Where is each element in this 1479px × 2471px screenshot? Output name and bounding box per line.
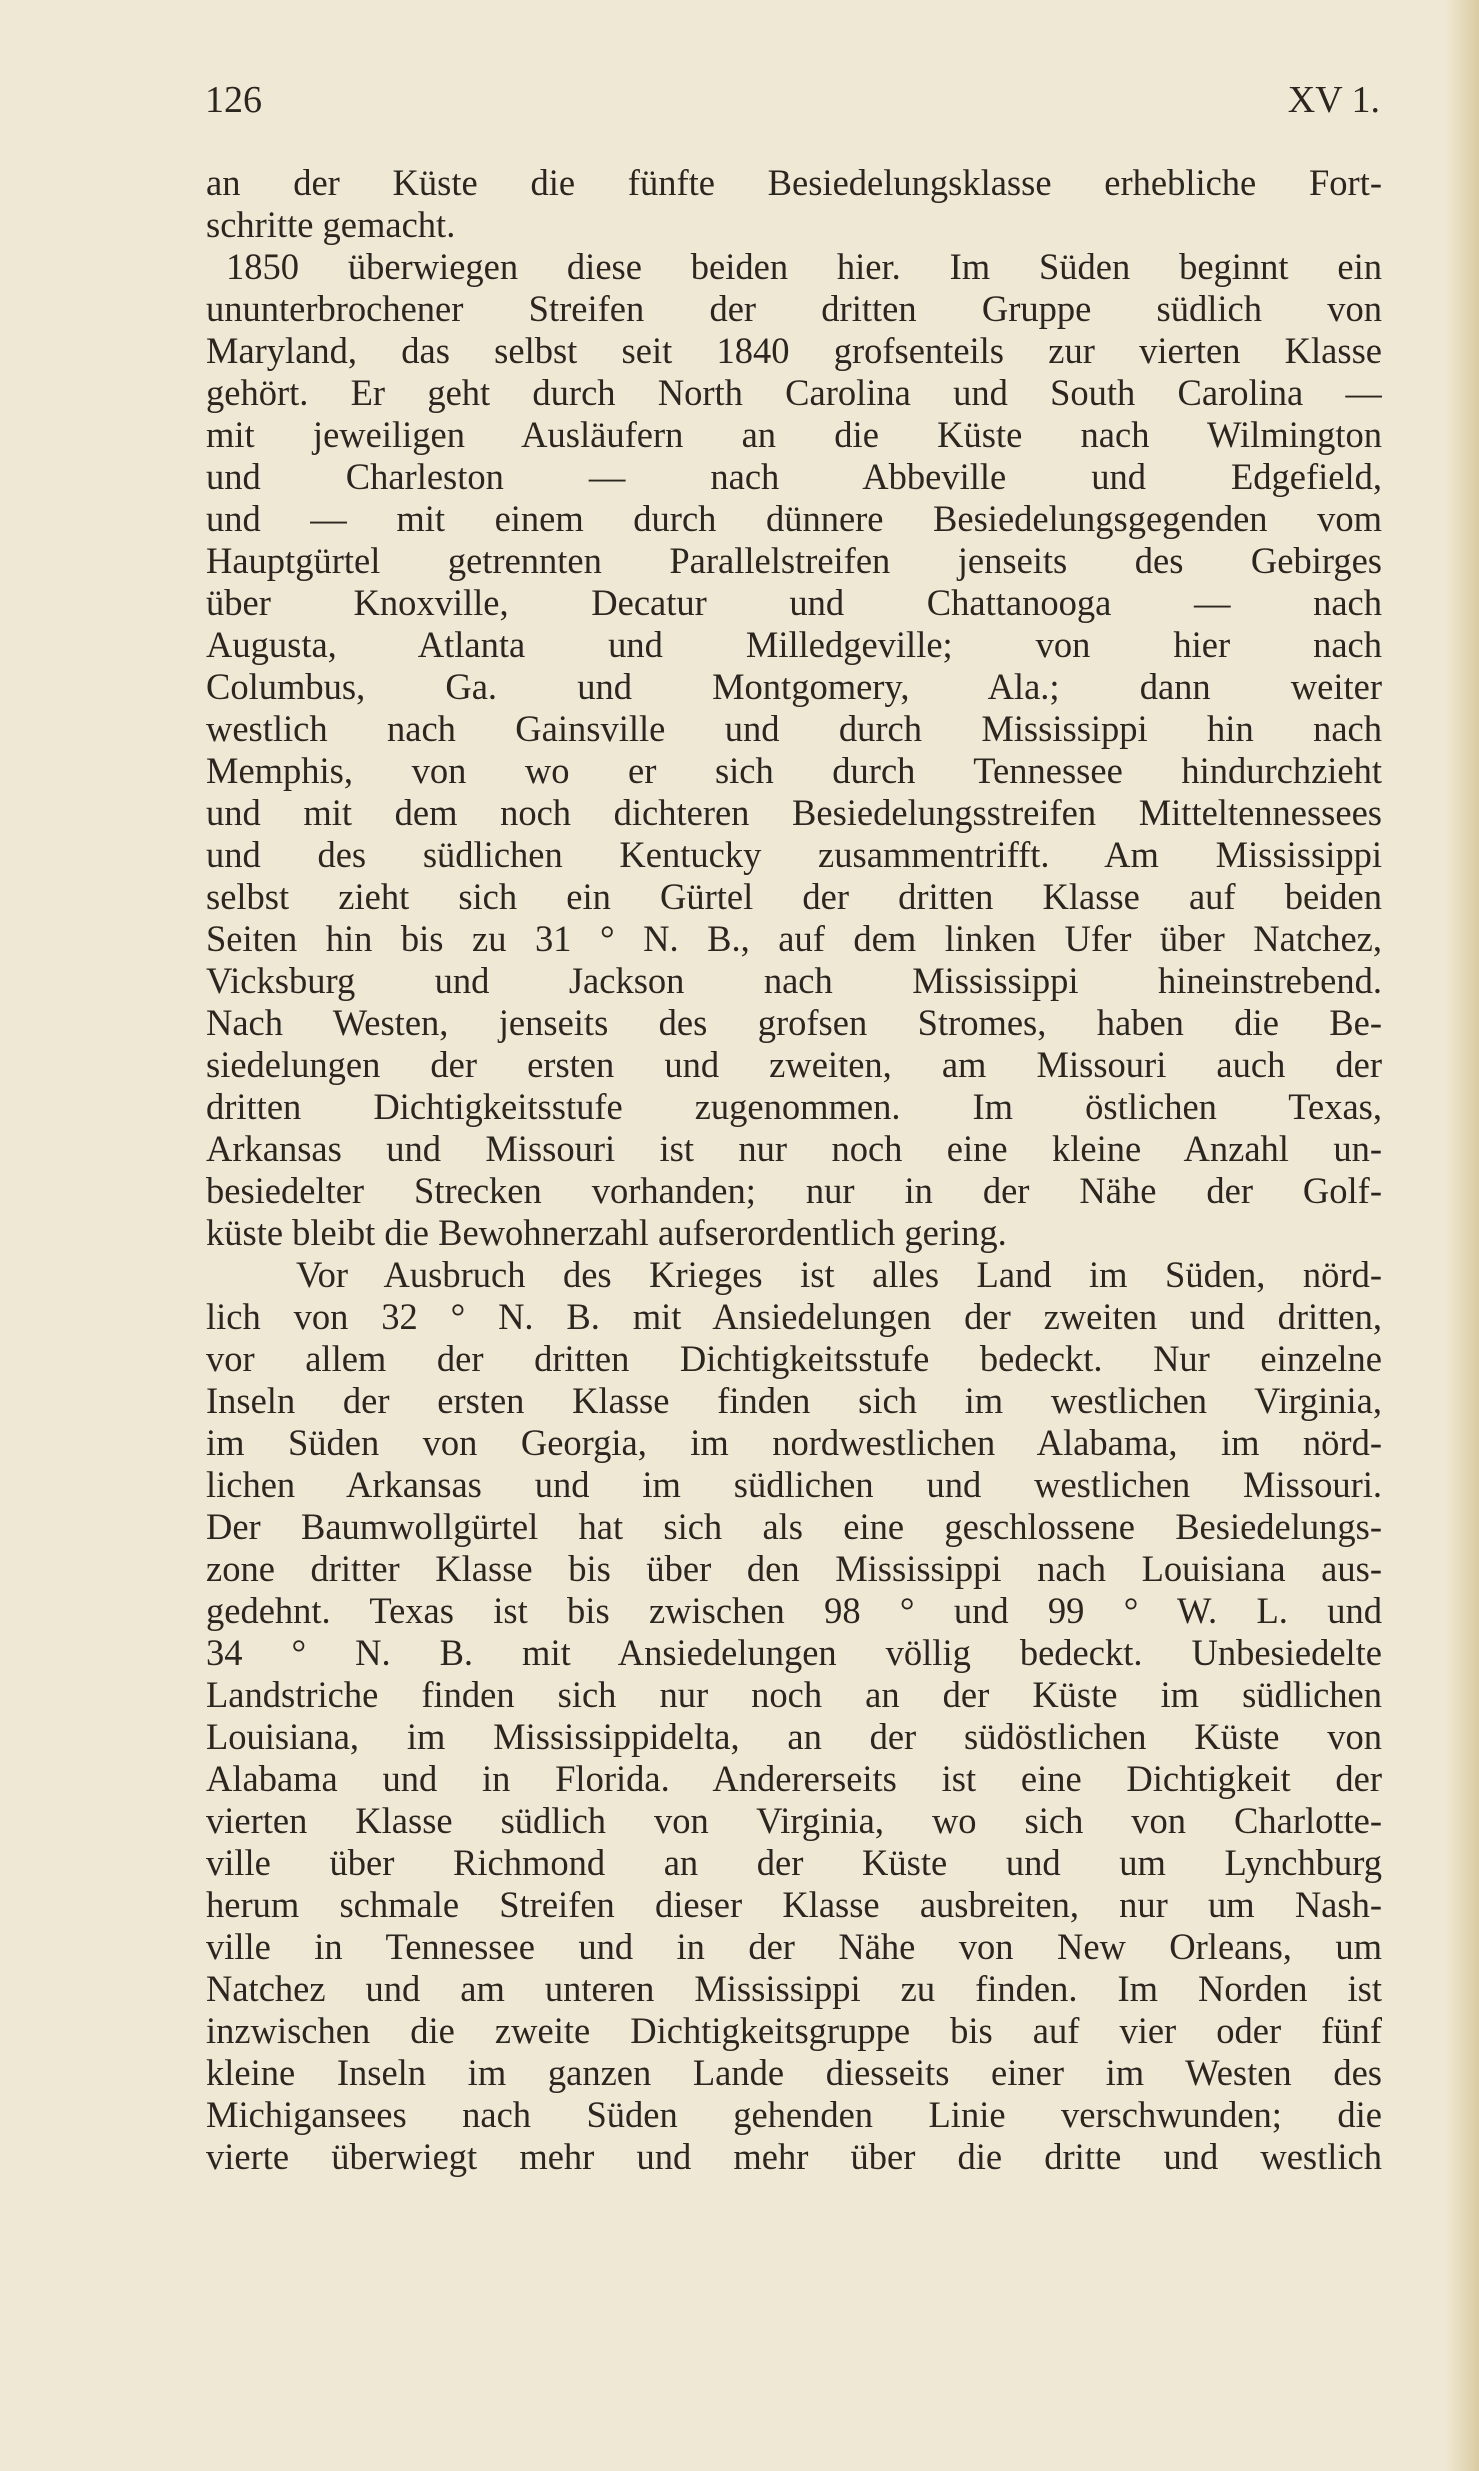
text-line: selbst zieht sich ein Gürtel der dritten Klasse auf beiden [206, 876, 1382, 917]
text-line: Memphis, von wo er sich durch Tennessee hindurchzieht [206, 750, 1382, 791]
text-line: küste bleibt die Bewohnerzahl aufserordentlich gering. [206, 1212, 1007, 1253]
text-line: kleine Inseln im ganzen Lande diesseits einer im Westen des [206, 2052, 1382, 2093]
text-line: und des südlichen Kentucky zusammentrifft. Am Mississippi [206, 834, 1382, 875]
text-line: und — mit einem durch dünnere Besiedelungsgegenden vom [206, 498, 1382, 539]
text-line: lichen Arkansas und im südlichen und westlichen Missouri. [206, 1464, 1382, 1505]
text-line: und Charleston — nach Abbeville und Edgefield, [206, 456, 1382, 497]
text-line: gedehnt. Texas ist bis zwischen 98 ° und 99 ° W. L. und [206, 1590, 1382, 1631]
text-line: ununterbrochener Streifen der dritten Gruppe südlich von [206, 288, 1382, 329]
text-line: vor allem der dritten Dichtigkeitsstufe bedeckt. Nur einzelne [206, 1338, 1382, 1379]
text-line: Natchez und am unteren Mississippi zu finden. Im Norden ist [206, 1968, 1382, 2009]
text-line: siedelungen der ersten und zweiten, am Missouri auch der [206, 1044, 1382, 1085]
text-line: mit jeweiligen Ausläufern an die Küste nach Wilmington [206, 414, 1382, 455]
text-line: ville über Richmond an der Küste und um Lynchburg [206, 1842, 1382, 1883]
text-line: westlich nach Gainsville und durch Mississippi hin nach [206, 708, 1382, 749]
text-line: Vor Ausbruch des Krieges ist alles Land im Süden, nörd- [296, 1254, 1382, 1295]
text-line: im Süden von Georgia, im nordwestlichen Alabama, im nörd- [206, 1422, 1382, 1463]
text-line: herum schmale Streifen dieser Klasse ausbreiten, nur um Nash- [206, 1884, 1382, 1925]
text-line: inzwischen die zweite Dichtigkeitsgruppe bis auf vier oder fünf [206, 2010, 1382, 2051]
text-line: Der Baumwollgürtel hat sich als eine geschlossene Besiedelungs- [206, 1506, 1382, 1547]
text-line: Vicksburg und Jackson nach Mississippi hineinstrebend. [206, 960, 1382, 1001]
text-line: gehört. Er geht durch North Carolina und South Carolina — [206, 372, 1382, 413]
text-line: und mit dem noch dichteren Besiedelungsstreifen Mitteltennessees [206, 792, 1382, 833]
page-header [205, 78, 1380, 130]
text-line: besiedelter Strecken vorhanden; nur in der Nähe der Golf- [206, 1170, 1382, 1211]
text-line: Hauptgürtel getrennten Parallelstreifen jenseits des Gebirges [206, 540, 1382, 581]
running-head: XV 1. [1287, 79, 1380, 121]
text-line: Nach Westen, jenseits des grofsen Stromes, haben die Be- [206, 1002, 1382, 1043]
text-line: vierten Klasse südlich von Virginia, wo sich von Charlotte- [206, 1800, 1382, 1841]
body-text [206, 162, 1382, 2178]
text-line: schritte gemacht. [206, 204, 456, 245]
text-line: Landstriche finden sich nur noch an der Küste im südlichen [206, 1674, 1382, 1715]
text-line: lich von 32 ° N. B. mit Ansiedelungen der zweiten und dritten, [206, 1296, 1382, 1337]
text-line: zone dritter Klasse bis über den Mississippi nach Louisiana aus- [206, 1548, 1382, 1589]
text-line: Columbus, Ga. und Montgomery, Ala.; dann weiter [206, 666, 1382, 707]
text-line: Louisiana, im Mississippidelta, an der südöstlichen Küste von [206, 1716, 1382, 1757]
text-line: Augusta, Atlanta und Milledgeville; von hier nach [206, 624, 1382, 665]
text-line: Seiten hin bis zu 31 ° N. B., auf dem linken Ufer über Natchez, [206, 918, 1382, 959]
text-line: 1850 überwiegen diese beiden hier. Im Süden beginnt ein [226, 246, 1382, 287]
page-number: 126 [205, 79, 262, 121]
text-line: über Knoxville, Decatur und Chattanooga — nach [206, 582, 1382, 623]
text-line: Alabama und in Florida. Andererseits ist eine Dichtigkeit der [206, 1758, 1382, 1799]
text-line: Inseln der ersten Klasse finden sich im westlichen Virginia, [206, 1380, 1382, 1421]
text-line: Michigansees nach Süden gehenden Linie verschwunden; die [206, 2094, 1382, 2135]
text-line: Maryland, das selbst seit 1840 grofsenteils zur vierten Klasse [206, 330, 1382, 371]
text-line: dritten Dichtigkeitsstufe zugenommen. Im östlichen Texas, [206, 1086, 1382, 1127]
text-line: ville in Tennessee und in der Nähe von New Orleans, um [206, 1926, 1382, 1967]
text-line: vierte überwiegt mehr und mehr über die dritte und westlich [206, 2136, 1382, 2177]
text-line: 34 ° N. B. mit Ansiedelungen völlig bedeckt. Unbesiedelte [206, 1632, 1382, 1673]
text-line: Arkansas und Missouri ist nur noch eine kleine Anzahl un- [206, 1128, 1382, 1169]
text-line: an der Küste die fünfte Besiedelungsklasse erhebliche Fort- [206, 162, 1382, 203]
page-edge-shadow [1445, 0, 1479, 2471]
